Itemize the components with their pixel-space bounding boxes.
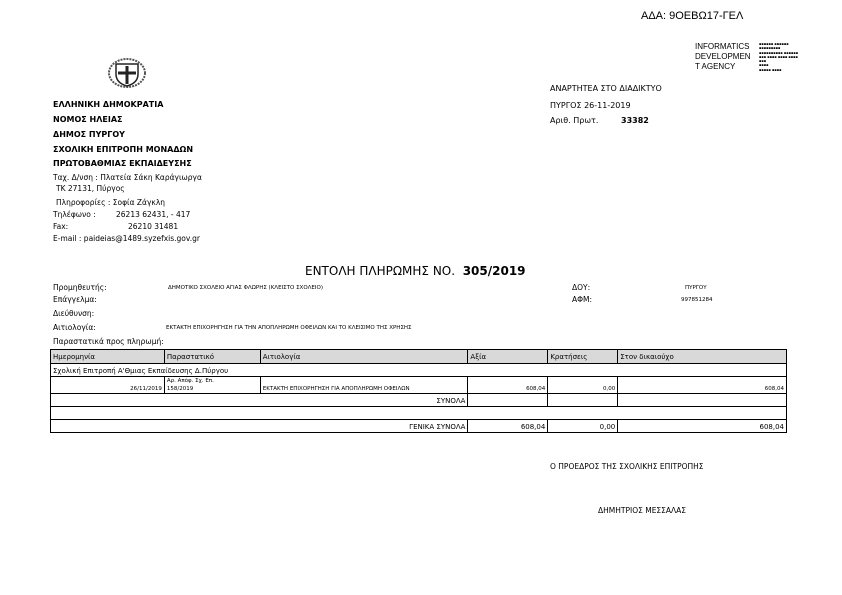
header-address: Ταχ. Δ/νση : Πλατεία Σάκη Καράγιωργα <box>53 173 202 182</box>
grand-total-value: 608,04 <box>468 420 548 433</box>
payment-table <box>50 349 787 433</box>
grand-total-deductions: 0,00 <box>548 420 618 433</box>
header-country: ΕΛΛΗΝΙΚΗ ΔΗΜΟΚΡΑΤΙΑ <box>53 100 164 109</box>
phone-value: 26213 62431, - 417 <box>116 210 191 219</box>
page-title: ΕΝΤΟΛΗ ΠΛΗΡΩΜΗΣ ΝΟ. 305/2019 <box>305 264 526 278</box>
subtotal-row <box>51 394 787 407</box>
grand-total-label: ΓΕΝΙΚΑ ΣΥΝΟΛΑ <box>51 420 468 433</box>
fax-value: 26210 31481 <box>128 222 179 231</box>
row-value: 608,04 <box>468 377 548 394</box>
doy-value: ΠΥΡΓΟΥ <box>685 285 707 291</box>
header-reason: Αιτιολογία <box>260 350 468 364</box>
documents-label: Παραστατικά προς πληρωμή: <box>53 337 164 346</box>
supplier-label: Προμηθευτής: <box>53 283 107 292</box>
fax-label: Fax: <box>53 222 69 231</box>
table-header-row <box>51 350 787 364</box>
header-committee-line2: ΠΡΩΤΟΒΑΘΜΙΑΣ ΕΚΠΑΙΔΕΥΣΗΣ <box>53 159 192 168</box>
header-deductions: Κρατήσεις <box>548 350 618 364</box>
header-postal: ΤΚ 27131, Πύργος <box>56 184 125 193</box>
header-prefecture: ΝΟΜΟΣ ΗΛΕΙΑΣ <box>53 115 123 124</box>
afm-value: 997851284 <box>681 297 713 303</box>
signature-role: Ο ΠΡΟΕΔΡΟΣ ΤΗΣ ΣΧΟΛΙΚΗΣ ΕΠΙΤΡΟΠΗΣ <box>550 462 704 471</box>
doy-label: ΔΟΥ: <box>572 283 591 292</box>
profession-label: Επάγγελμα: <box>53 295 97 304</box>
greek-emblem-icon <box>107 57 147 89</box>
agency-logo-text: INFORMATICS DEVELOPMEN T AGENCY <box>695 42 751 71</box>
row-date: 26/11/2019 <box>51 377 165 394</box>
header-document: Παραστατικό <box>164 350 260 364</box>
subtotal-label: ΣΥΝΟΛΑ <box>51 394 468 407</box>
group-label: Σχολική Επιτροπή Α'Θμιας Εκπαίδευσης Δ.Πύργου <box>51 364 787 377</box>
row-beneficiary: 608,04 <box>618 377 787 394</box>
grand-total-row <box>51 420 787 433</box>
place-date: ΠΥΡΓΟΣ 26-11-2019 <box>550 101 631 110</box>
row-reason: ΕΚΤΑΚΤΗ ΕΠΙΧΟΡΗΓΗΣΗ ΓΙΑ ΑΠΟΠΛΗΡΩΜΗ ΟΦΕΙΛΩΝ <box>260 377 468 394</box>
signature-name: ΔΗΜΗΤΡΙΟΣ ΜΕΣΣΑΛΑΣ <box>598 506 687 515</box>
header-municipality: ΔΗΜΟΣ ΠΥΡΓΟΥ <box>53 130 125 139</box>
agency-stamp-fineprint: ▪▪▪▪▪▪ ▪▪▪▪▪▪ ▪▪▪▪▪▪▪▪▪ ▪▪▪▪▪▪▪▪▪▪ ▪▪▪▪▪▪ ▪▪▪ ▪▪▪▪ ▪▪▪▪ ▪▪▪▪ ▪▪▪ ▪▪▪▪ ▪▪▪▪▪ ▪▪▪▪ <box>759 42 799 72</box>
table-group-row <box>51 364 787 377</box>
email: E-mail : paideias@1489.syzefxis.gov.gr <box>53 234 200 243</box>
reason-label: Αιτιολογία: <box>53 323 96 332</box>
table-row <box>51 377 787 394</box>
header-contact: Πληροφορίες : Σοφία Ζάγκλη <box>56 198 166 207</box>
afm-label: ΑΦΜ: <box>572 295 593 304</box>
spacer-row <box>51 407 787 420</box>
posting-note: ΑΝΑΡΤΗΤΕΑ ΣΤΟ ΔΙΑΔΙΚΤΥΟ <box>550 84 662 93</box>
header-date: Ημερομηνία <box>51 350 165 364</box>
protocol-label: Αριθ. Πρωτ. <box>550 116 599 125</box>
phone-label: Τηλέφωνο : <box>53 210 96 219</box>
grand-total-beneficiary: 608,04 <box>618 420 787 433</box>
header-committee-line1: ΣΧΟΛΙΚΗ ΕΠΙΤΡΟΠΗ ΜΟΝΑΔΩΝ <box>53 145 194 154</box>
row-document: Αρ. Απόφ. Σχ. Επ. 158/2019 <box>164 377 260 394</box>
row-deductions: 0,00 <box>548 377 618 394</box>
protocol-number: 33382 <box>621 116 649 125</box>
header-value: Αξία <box>468 350 548 364</box>
ada-code: ΑΔΑ: 9ΟΕΒΩ17-ΓΕΛ <box>641 10 744 22</box>
supplier-value: ΔΗΜΟΤΙΚΟ ΣΧΟΛΕΙΟ ΑΓΙΑΣ ΦΛΩΡΗΣ (ΚΛΕΙΣΤΟ ΣΧΟΛΕΙΟ) <box>168 285 323 291</box>
header-beneficiary: Στον δικαιούχο <box>618 350 787 364</box>
address-label: Διεύθυνση: <box>53 309 95 318</box>
reason-value: ΕΚΤΑΚΤΗ ΕΠΙΧΟΡΗΓΗΣΗ ΓΙΑ ΤΗΝ ΑΠΟΠΛΗΡΩΜΗ ΟΦΕΙΛΩΝ ΚΑΙ ΤΟ ΚΛΕΙΣΙΜΟ ΤΗΣ ΧΡΗΣΗΣ <box>166 325 412 331</box>
